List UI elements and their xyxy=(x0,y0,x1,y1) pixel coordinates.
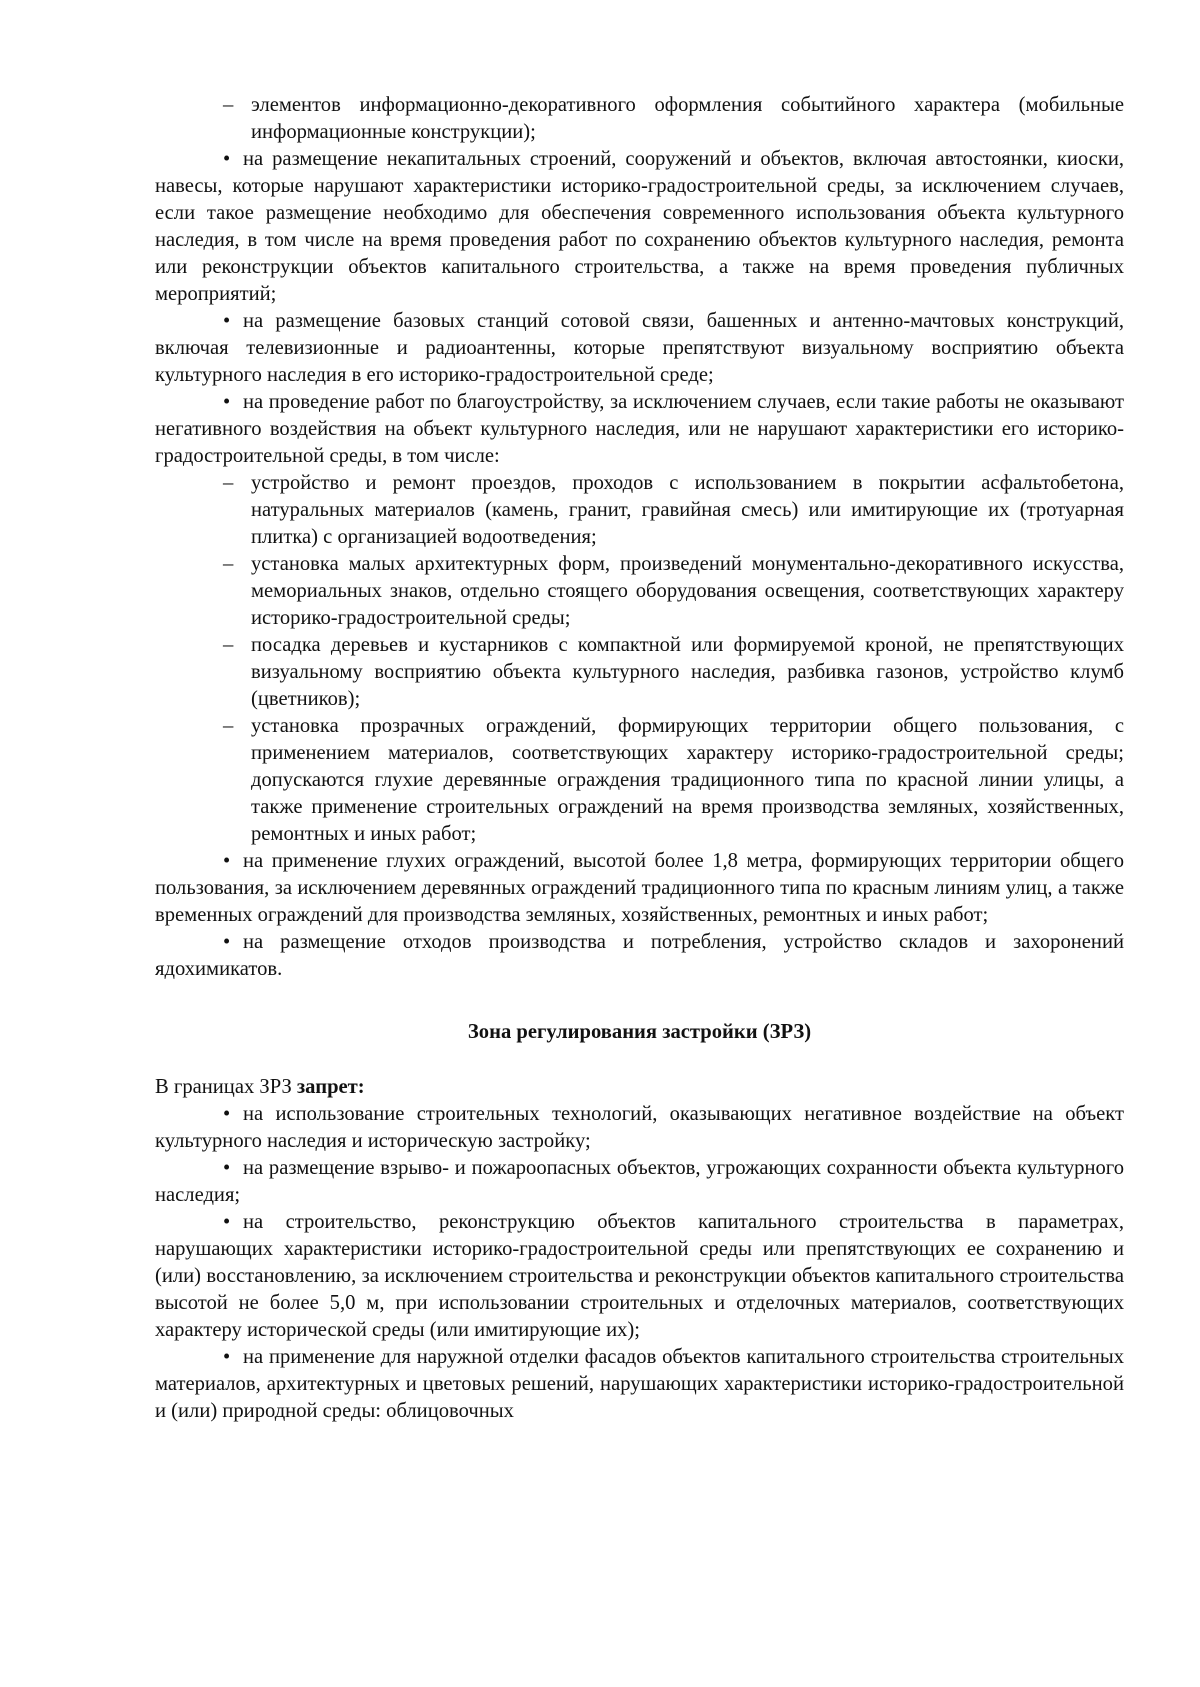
bullet-marker: • xyxy=(223,310,231,332)
list-item-text: на применение для наружной отделки фасадов объектов капитального строительства строительных материалов, архитектурных и цветовых решений, нарушающих характеристики историко-градостроительной и (или) природной среды: облицовочных xyxy=(155,1346,1124,1422)
dash-marker: – xyxy=(223,715,234,737)
list-item-text: на строительство, реконструкцию объектов капитального строительства в параметрах, нарушающих характеристики историко-градостроительной среды или препятствующих ее сохранению и (или) восстановлению, за исключением строительства и реконструкции объектов капитального строительства высотой не более 5,0 м, при использовании строительных и отделочных материалов, соответствующих характеру исторической среды (или имитирующие их); xyxy=(155,1211,1124,1341)
list-item-dash xyxy=(155,713,1124,848)
list-item-bullet xyxy=(155,929,1124,983)
lead-bold-text: запрет: xyxy=(296,1076,365,1098)
list-item-text: на использование строительных технологий, оказывающих негативное воздействие на объект культурного наследия и историческую застройку; xyxy=(155,1103,1124,1152)
list-item-bullet xyxy=(155,1155,1124,1209)
bullet-marker: • xyxy=(223,1211,231,1233)
list-item-text: устройство и ремонт проездов, проходов с использованием в покрытии асфальтобетона, натуральных материалов (камень, гранит, гравийная смесь) или имитирующие их (тротуарная плитка) с организацией водоотведения; xyxy=(251,472,1124,548)
list-item-dash xyxy=(155,470,1124,551)
list-item-bullet xyxy=(155,1209,1124,1344)
list-item-text: на размещение базовых станций сотовой связи, башенных и антенно-мачтовых конструкций, включая телевизионные и радиоантенны, которые препятствуют визуальному восприятию объекта культурного наследия в его историко-градостроительной среде; xyxy=(155,310,1124,386)
lead-text: В границах ЗРЗ xyxy=(155,1076,297,1098)
bullet-marker: • xyxy=(223,391,231,413)
section-lead xyxy=(155,1074,1124,1101)
bullet-marker: • xyxy=(223,850,231,872)
list-item-text: установка прозрачных ограждений, формирующих территории общего пользования, с применением материалов, соответствующих характеру историко-градостроительной среды; допускаются глухие деревянные ограждения традиционного типа по красной линии улицы, а также применение строительных ограждений на время производства земляных, хозяйственных, ремонтных и иных работ; xyxy=(251,715,1124,845)
list-item-bullet xyxy=(155,1101,1124,1155)
list-item-text: на размещение отходов производства и потребления, устройство складов и захоронений ядохимикатов. xyxy=(155,931,1124,980)
list-item-dash xyxy=(155,632,1124,713)
bullet-marker: • xyxy=(223,1346,231,1368)
list-item-text: на размещение взрыво- и пожароопасных объектов, угрожающих сохранности объекта культурного наследия; xyxy=(155,1157,1124,1206)
list-item-bullet xyxy=(155,848,1124,929)
dash-marker: – xyxy=(223,634,234,656)
list-item-dash xyxy=(155,92,1124,146)
dash-marker: – xyxy=(223,472,234,494)
list-item-bullet xyxy=(155,389,1124,470)
bullet-marker: • xyxy=(223,1157,231,1179)
list-item-text: на проведение работ по благоустройству, за исключением случаев, если такие работы не оказывают негативного воздействия на объект культурного наследия, или не нарушают характеристики его историко-градостроительной среды, в том числе: xyxy=(155,391,1124,467)
bullet-marker: • xyxy=(223,148,231,170)
list-item-bullet xyxy=(155,308,1124,389)
list-item-bullet xyxy=(155,146,1124,308)
list-item-text: элементов информационно-декоративного оформления событийного характера (мобильные информационные конструкции); xyxy=(251,94,1124,143)
list-item-text: установка малых архитектурных форм, произведений монументально-декоративного искусства, мемориальных знаков, отдельно стоящего оборудования освещения, соответствующих характеру историко-градостроительной среды; xyxy=(251,553,1124,629)
list-item-text: на применение глухих ограждений, высотой более 1,8 метра, формирующих территории общего пользования, за исключением деревянных ограждений традиционного типа по красным линиям улиц, а также временных ограждений для производства земляных, хозяйственных, ремонтных и иных работ; xyxy=(155,850,1124,926)
list-item-bullet xyxy=(155,1344,1124,1425)
bullet-marker: • xyxy=(223,1103,231,1125)
bullet-marker: • xyxy=(223,931,231,953)
dash-marker: – xyxy=(223,553,234,575)
section-heading: Зона регулирования застройки (ЗРЗ) xyxy=(467,1021,812,1043)
list-item-text: на размещение некапитальных строений, сооружений и объектов, включая автостоянки, киоски, навесы, которые нарушают характеристики историко-градостроительной среды, за исключением случаев, если такое размещение необходимо для обеспечения современного использования объекта культурного наследия, в том числе на время проведения работ по сохранению объектов культурного наследия, ремонта или реконструкции объектов капитального строительства, а также на время проведения публичных мероприятий; xyxy=(155,148,1124,305)
list-item-dash xyxy=(155,551,1124,632)
list-item-text: посадка деревьев и кустарников с компактной или формируемой кроной, не препятствующих визуальному восприятию объекта культурного наследия, разбивка газонов, устройство клумб (цветников); xyxy=(251,634,1124,710)
dash-marker: – xyxy=(223,94,234,116)
